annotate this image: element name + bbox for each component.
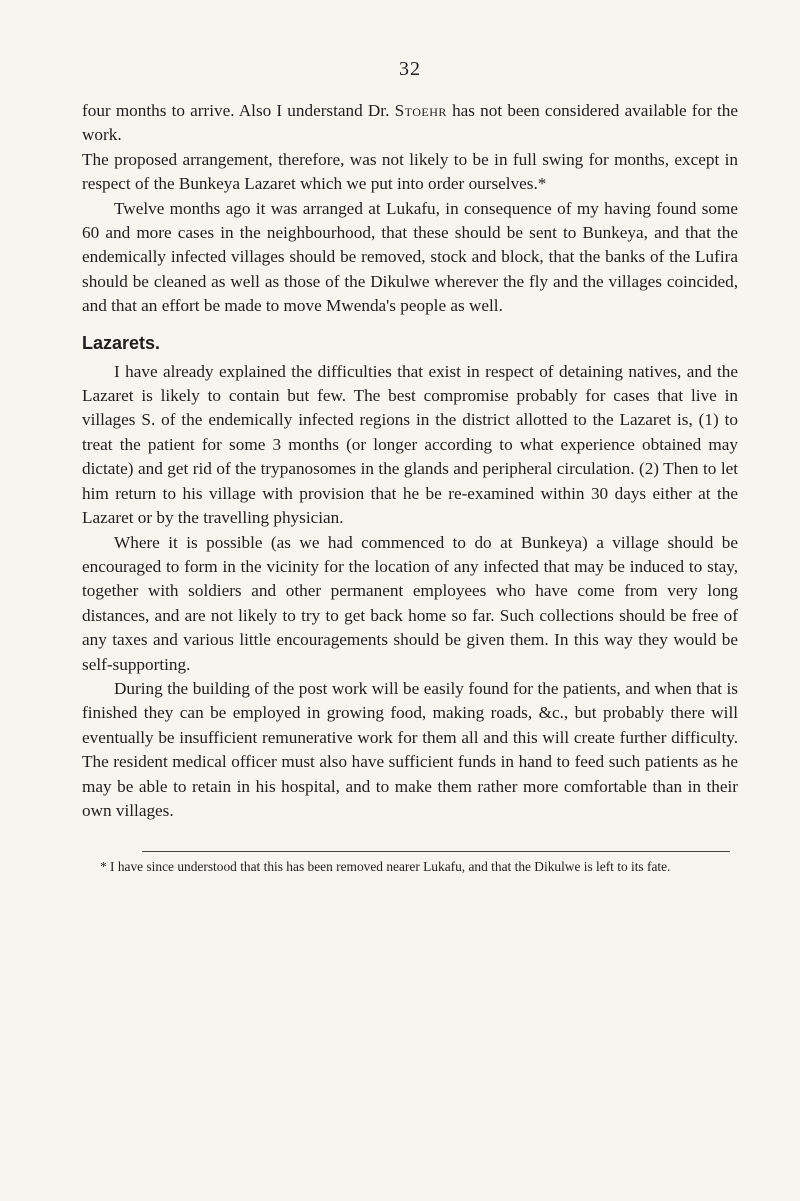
document-page — [82, 58, 738, 876]
footnote: * I have since understood that this has been removed nearer Lukafu, and that the Dikulwe is left to its fate. — [100, 859, 671, 875]
paragraph: The proposed arrangement, therefore, was not likely to be in full swing for months, except in respect of the Bunkeya Lazaret which we put into order ourselves.* — [82, 149, 738, 194]
section-heading: Lazarets. — [82, 332, 161, 353]
paragraph: I have already explained the difficulties that exist in respect of detaining natives, and the Lazaret is likely to contain but few. The best compromise probably for cases that live in villages S. of the endemically infected regions in the district allotted to the Lazaret is, (1) to treat the patient for some 3 months (or longer according to what experience obtained may dictate) and get rid of the trypanosomes in the glands and peripheral circulation. (2) Then to let him return to his village with provision that he be re-examined within 30 days either at the Lazaret or by the travelling physician. — [82, 361, 738, 528]
paragraph: Twelve months ago it was arranged at Lukafu, in consequence of my having found some 60 and more cases in the neighbourhood, that these should be sent to Bunkeya, and that the endemically infected villages should be removed, stock and block, that the banks of the Lufira should be cleaned as well as those of the Dikulwe wherever the fly and the villages coincided, and that an effort be made to move Mwenda's people as well. — [82, 198, 738, 316]
person-name: Stoehr — [394, 101, 447, 120]
paragraph-text: has not been considered available for the work. — [82, 101, 738, 145]
paragraph: Where it is possible (as we had commenced to do at Bunkeya) a village should be encouraged to form in the vicinity for the location of any infected that may be induced to stay, together with soldiers and other permanent employees who have come from very long distances, and are not likely to try to get back home so far. Such collections should be free of any taxes and various little encouragements should be given them. In this way they would be self-supporting. — [82, 532, 738, 674]
page-number: 32 — [399, 58, 421, 80]
paragraph-continuation — [82, 99, 738, 148]
paragraph: During the building of the post work will be easily found for the patients, and when that is finished they can be employed in growing food, making roads, &c., but probably there will eventually be insufficient remunerative work for them all and this will create further difficulty. The resident medical officer must also have sufficient funds in hand to feed such patients as he may be able to retain in his hospital, and to make them rather more comfortable than in their own villages. — [82, 678, 738, 820]
footnote-divider — [142, 851, 730, 852]
paragraph-text: four months to arrive. Also I understand Dr. — [82, 101, 395, 120]
